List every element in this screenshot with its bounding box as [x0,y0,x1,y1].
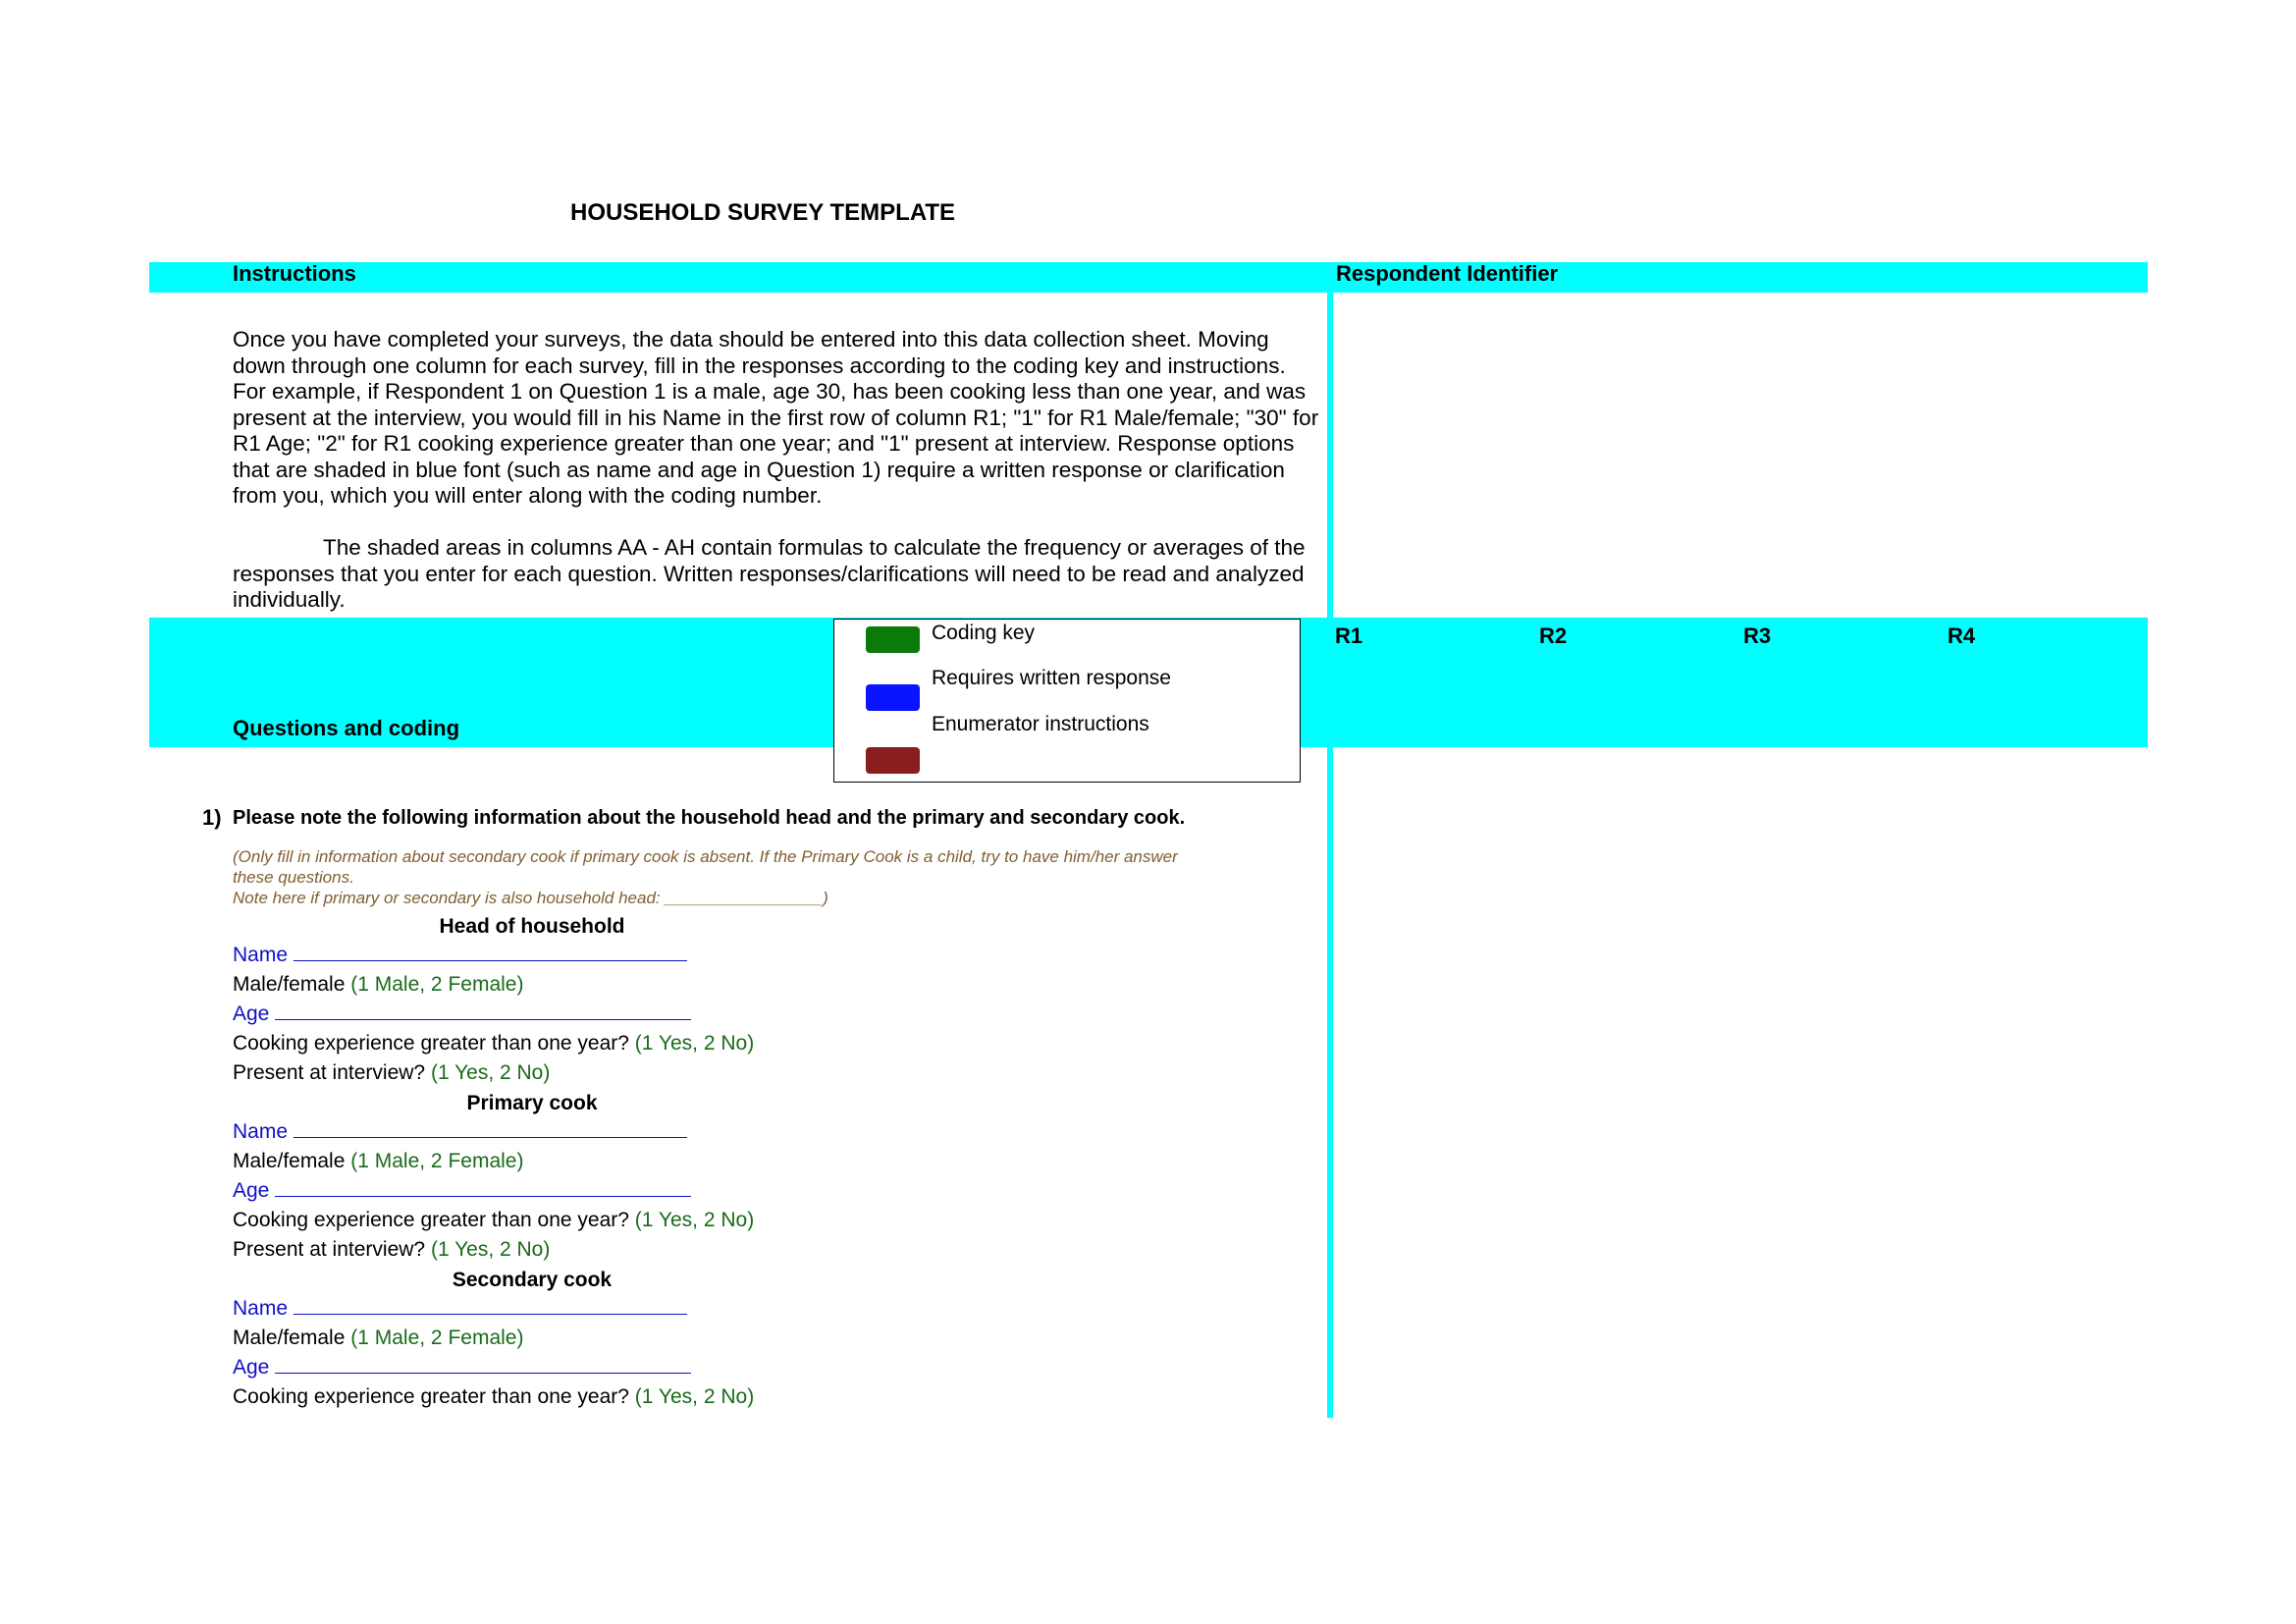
male-female-row-secondary: Male/female (1 Male, 2 Female) [233,1326,524,1349]
respondent-col-r3[interactable]: R3 [1743,623,1772,648]
cooking-row-head: Cooking experience greater than one year? (1 Yes, 2 No) [233,1032,755,1055]
name-field-primary[interactable]: Name [233,1120,687,1144]
instructions-paragraph-1: Once you have completed your surveys, the data should be entered into this data collection sheet. Moving down through one column for each survey, fill in the responses according to the coding key and instructions. For example, if Respondent 1 on Question 1 is a male, age 30, has been cooking less than one year, and was present at the interview, you would fill in his Name in the first row of column R1; "1" for R1 Male/female; "30" for R1 Age; "2" for R1 cooking experience greater than one year; and "1" present at interview. Response options that are shaded in blue font (such as name and age in Question 1) require a written response or clarification from you, which you will enter along with the coding number. [233,327,1319,508]
age-field-primary[interactable]: Age [233,1179,691,1203]
age-field-secondary[interactable]: Age [233,1356,691,1380]
cooking-row-secondary: Cooking experience greater than one year? (1 Yes, 2 No) [233,1385,755,1408]
page-title: HOUSEHOLD SURVEY TEMPLATE [570,199,956,226]
question-note-line-2: these questions. [233,868,354,887]
present-row-head: Present at interview? (1 Yes, 2 No) [233,1061,551,1084]
respondent-col-r4[interactable]: R4 [1948,623,1976,648]
column-divider [1327,293,1333,1418]
question-note-line-1: (Only fill in information about secondary cook if primary cook is absent. If the Primary Cook is a child, try to have him/her answer [233,847,1178,866]
cooking-row-primary: Cooking experience greater than one year? (1 Yes, 2 No) [233,1209,755,1231]
present-row-primary: Present at interview? (1 Yes, 2 No) [233,1238,551,1261]
legend-swatch-enumerator-instructions [866,747,920,774]
respondent-identifier-header: Respondent Identifier [1336,261,1559,286]
instructions-header: Instructions [233,261,356,286]
male-female-row-primary: Male/female (1 Male, 2 Female) [233,1150,524,1172]
legend-label-enumerator-instructions: Enumerator instructions [932,713,1149,735]
group-secondary-cook: Secondary cook [452,1269,613,1291]
legend-box [833,619,1301,783]
group-head-of-household: Head of household [439,915,625,938]
respondent-col-r2[interactable]: R2 [1539,623,1568,648]
age-field-head[interactable]: Age [233,1002,691,1026]
male-female-row-head: Male/female (1 Male, 2 Female) [233,973,524,996]
question-note-line-3: Note here if primary or secondary is also household head: _________________) [233,889,828,907]
questions-coding-header: Questions and coding [233,716,460,740]
legend-label-written-response: Requires written response [932,667,1171,689]
instructions-header-bar [149,262,2148,293]
question-number: 1) [202,805,222,830]
group-primary-cook: Primary cook [466,1092,598,1114]
legend-swatch-written-response [866,684,920,711]
instructions-paragraph-2: The shaded areas in columns AA - AH contain formulas to calculate the frequency or averages of the responses that you enter for each question. Written responses/clarifications will need to be read and analyzed individually. [233,535,1306,612]
respondent-col-r1[interactable]: R1 [1335,623,1363,648]
legend-swatch-coding-key [866,626,920,653]
name-field-secondary[interactable]: Name [233,1297,687,1321]
name-field-head[interactable]: Name [233,944,687,967]
legend-label-coding-key: Coding key [932,622,1036,644]
question-text: Please note the following information about the household head and the primary and secondary cook. [233,807,1186,829]
